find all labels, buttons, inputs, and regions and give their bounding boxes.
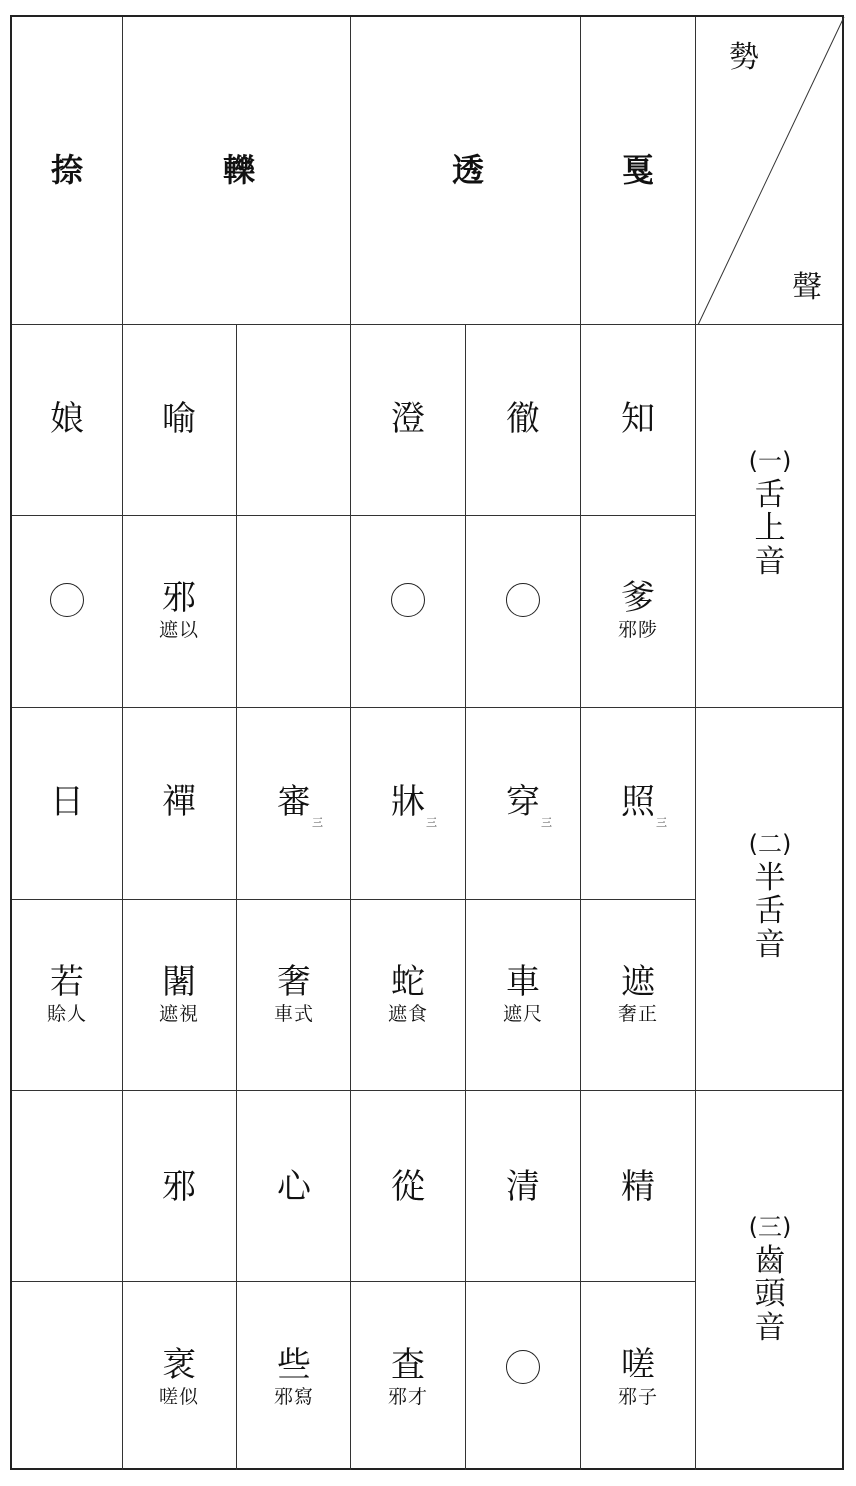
group-label-3 xyxy=(740,1215,800,1345)
cell-sub: 車式 xyxy=(273,1003,314,1025)
header-col-4: 捺 xyxy=(50,151,83,189)
cell-char: 爹 xyxy=(621,578,655,618)
empty-circle xyxy=(506,1350,540,1384)
cell-char: 若 xyxy=(50,962,84,1002)
cell-char: 衺 xyxy=(162,1345,196,1385)
group-label-2 xyxy=(740,832,800,962)
cell-char: 審 xyxy=(277,782,311,822)
cell-sub: 嗟似 xyxy=(158,1386,199,1408)
cell-char: 知 xyxy=(621,399,655,439)
cell-char: 徹 xyxy=(506,399,540,439)
group-divider xyxy=(12,1090,842,1091)
col-divider xyxy=(580,17,581,1470)
cell-sub: 賒人 xyxy=(46,1003,87,1025)
cell-sub: 奢正 xyxy=(617,1003,658,1025)
group-number: (三) xyxy=(748,1213,792,1241)
header-corner-top: 勢 xyxy=(729,40,759,75)
cell-char: 嗟 xyxy=(621,1345,655,1385)
cell-char: 蛇 xyxy=(391,962,425,1002)
cell-char: 娘 xyxy=(50,399,84,439)
header-col-3: 轢 xyxy=(222,151,255,189)
header-col-1: 戛 xyxy=(621,151,654,189)
row-divider xyxy=(12,899,695,900)
cell-char: 清 xyxy=(506,1167,540,1207)
group-name: 齒頭音 xyxy=(754,1242,786,1346)
phonology-table xyxy=(10,15,844,1470)
empty-circle xyxy=(506,583,540,617)
cell-sub: 遮尺 xyxy=(502,1003,543,1025)
header-divider xyxy=(12,324,842,325)
group-number: (一) xyxy=(748,447,792,475)
col-divider xyxy=(695,17,696,1470)
cell-char: 牀 xyxy=(391,782,425,822)
group-label-1 xyxy=(740,449,800,579)
cell-char: 奢 xyxy=(277,962,311,1002)
empty-circle xyxy=(50,583,84,617)
cell-sub: 邪才 xyxy=(387,1386,428,1408)
cell-sub: 遮食 xyxy=(387,1003,428,1025)
cell-sub: 遮以 xyxy=(158,619,199,641)
group-number: (二) xyxy=(748,830,792,858)
cell-mark: 三 xyxy=(312,816,323,829)
cell-sub: 邪子 xyxy=(617,1386,658,1408)
cell-mark: 三 xyxy=(656,816,667,829)
col-divider xyxy=(122,17,123,1470)
cell-char: 邪 xyxy=(162,1167,196,1207)
cell-sub: 邪寫 xyxy=(273,1386,314,1408)
header-corner-bottom: 聲 xyxy=(792,270,822,305)
cell-char: 從 xyxy=(391,1167,425,1207)
cell-char: 喻 xyxy=(162,399,196,439)
cell-char: 査 xyxy=(391,1345,425,1385)
cell-char: 邪 xyxy=(162,578,196,618)
cell-sub: 遮視 xyxy=(158,1003,199,1025)
cell-char: 禪 xyxy=(162,782,196,822)
col-divider xyxy=(236,324,237,1470)
col-divider xyxy=(350,17,351,1470)
cell-mark: 三 xyxy=(541,816,552,829)
cell-char: 闍 xyxy=(162,962,196,1002)
cell-char: 精 xyxy=(621,1167,655,1207)
row-divider xyxy=(12,515,695,516)
empty-circle xyxy=(391,583,425,617)
group-name: 舌上音 xyxy=(754,476,786,580)
cell-char: 日 xyxy=(50,782,84,822)
cell-char: 澄 xyxy=(391,399,425,439)
cell-char: 心 xyxy=(277,1167,311,1207)
col-divider xyxy=(465,324,466,1470)
cell-sub: 邪陟 xyxy=(617,619,658,641)
cell-char: 照 xyxy=(621,782,655,822)
header-col-2: 透 xyxy=(451,151,484,189)
cell-char: 車 xyxy=(506,962,540,1002)
cell-char: 遮 xyxy=(621,962,655,1002)
cell-char: 穿 xyxy=(506,782,540,822)
group-divider xyxy=(12,707,842,708)
row-divider xyxy=(12,1281,695,1282)
group-name: 半舌音 xyxy=(754,859,786,963)
cell-char: 些 xyxy=(277,1345,311,1385)
cell-mark: 三 xyxy=(426,816,437,829)
